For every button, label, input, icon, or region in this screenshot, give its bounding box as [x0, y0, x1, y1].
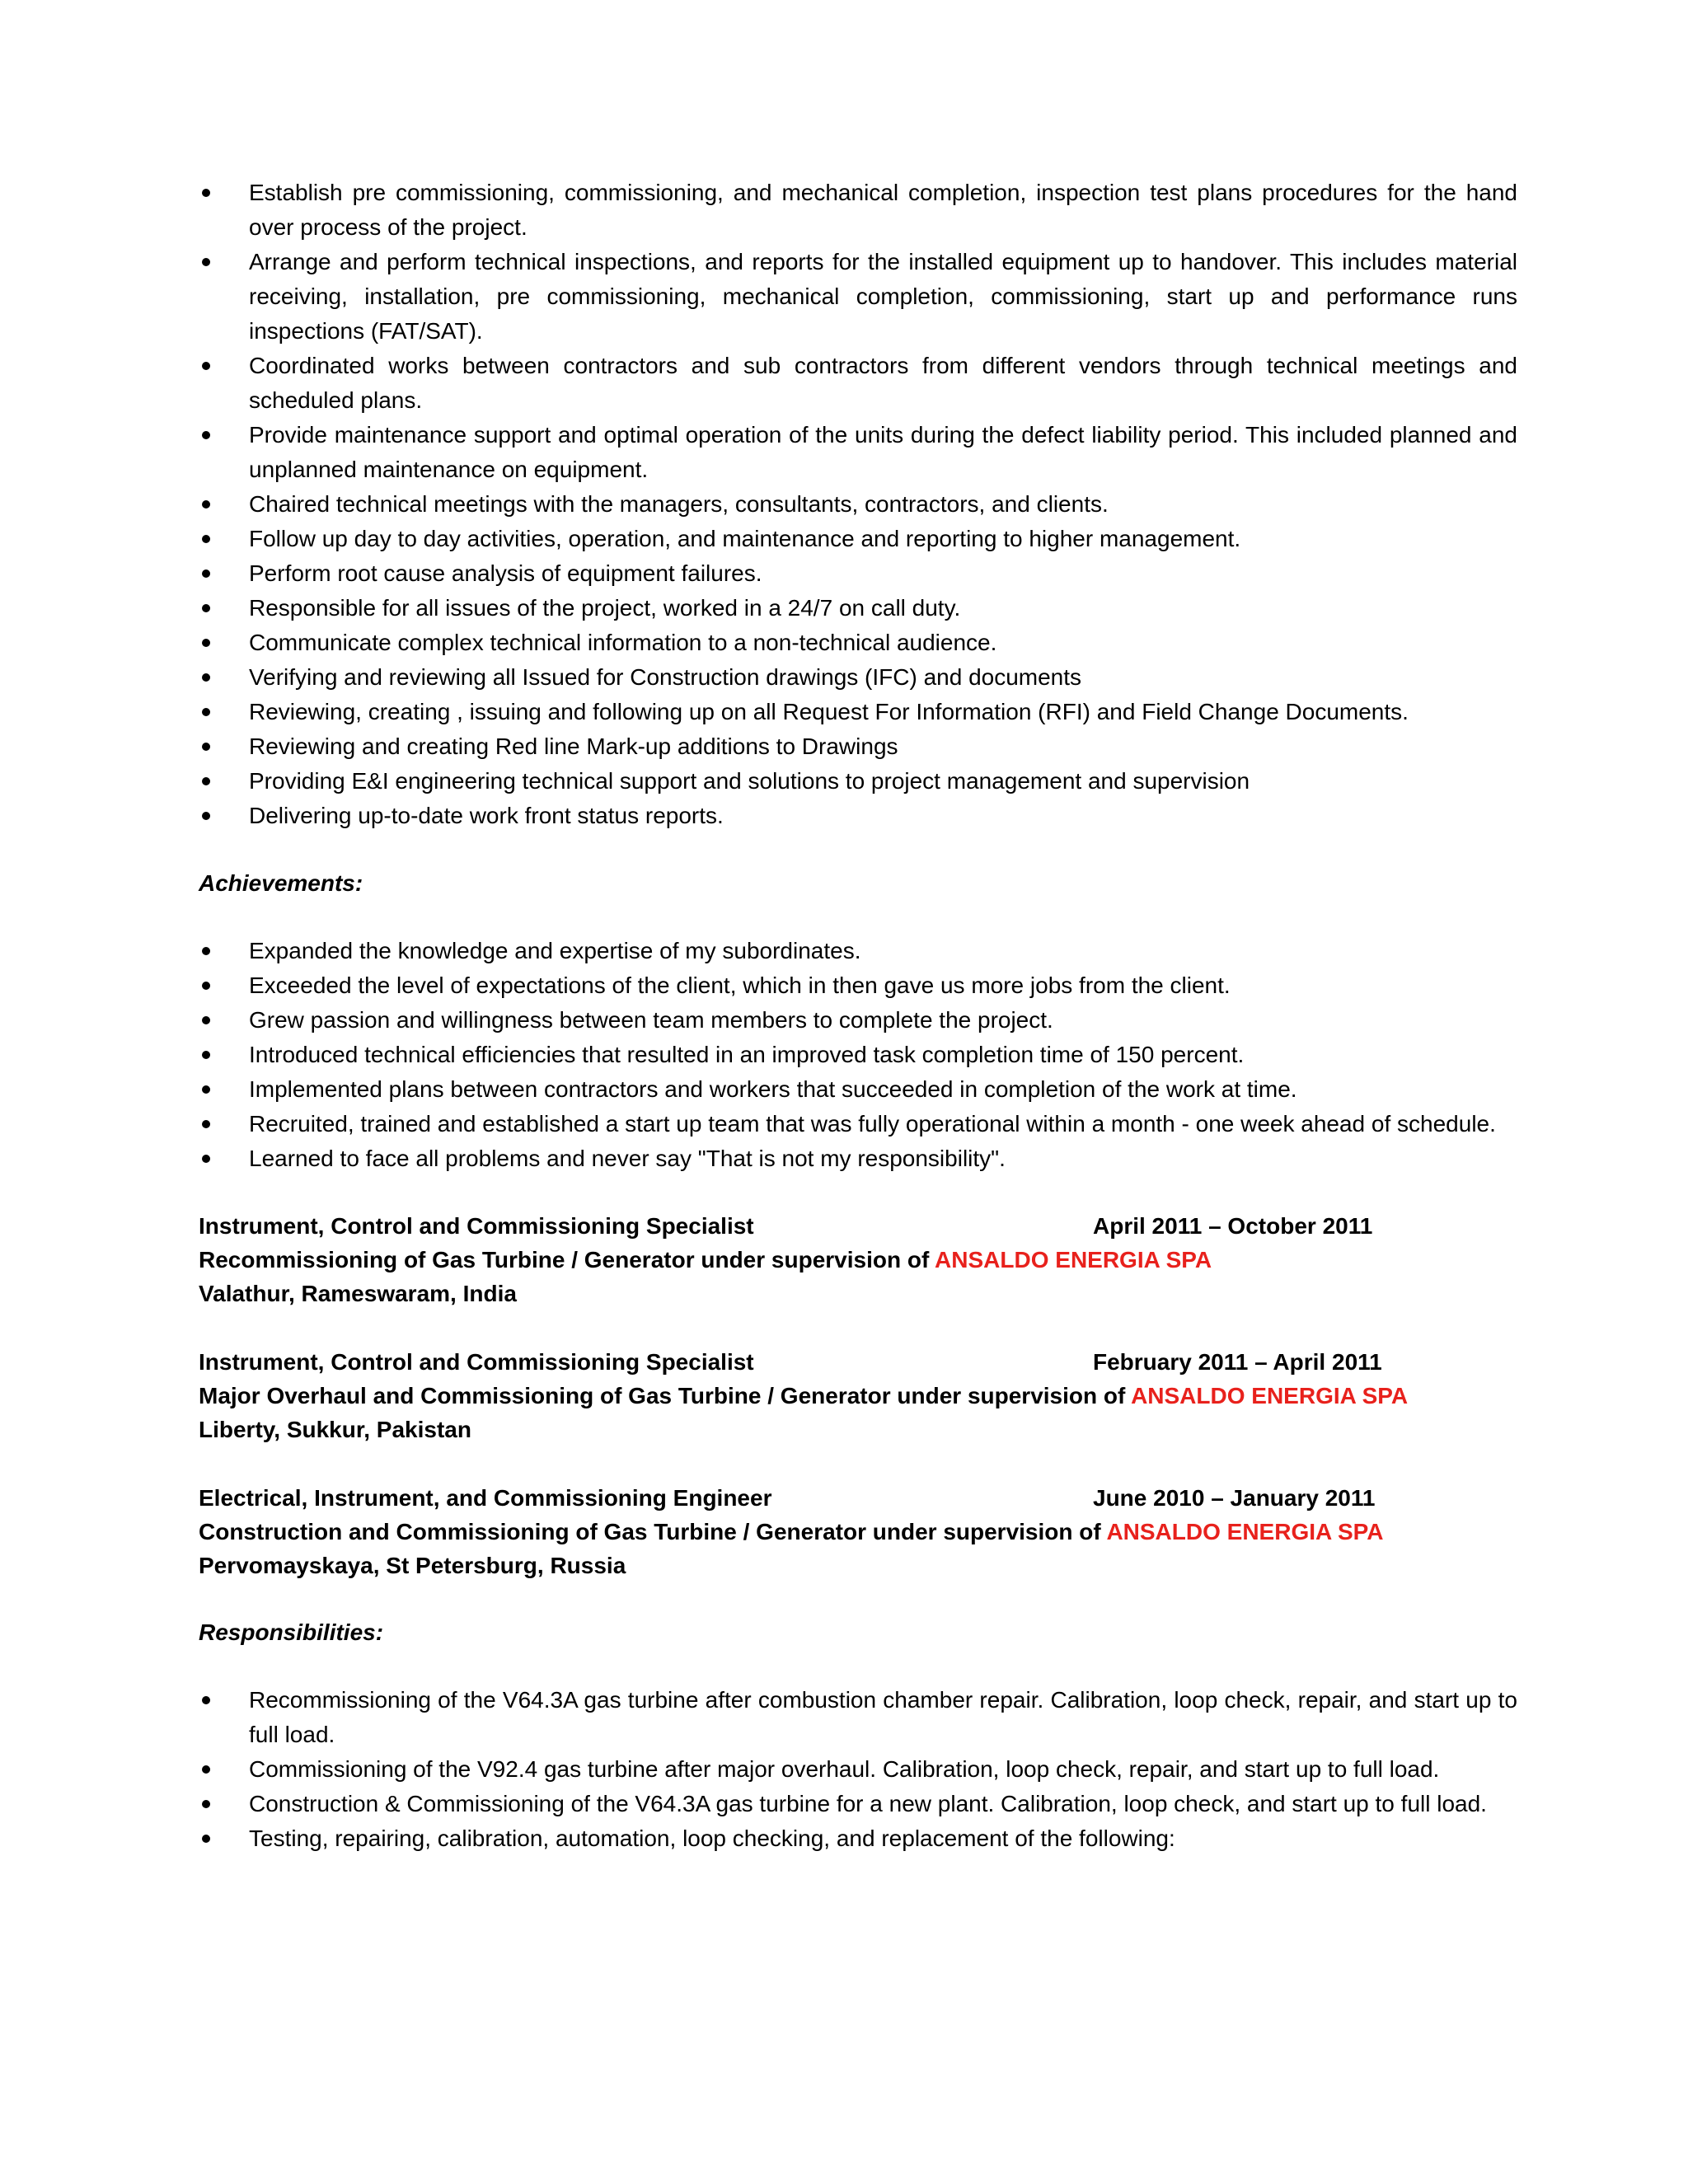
bullet-icon — [202, 189, 210, 197]
bullet-icon — [202, 1696, 210, 1704]
list-item — [199, 522, 1517, 556]
responsibilities-list-top — [199, 176, 1517, 833]
list-item-text: Coordinated works between contractors and sub contractors from different vendors through technical meetings and scheduled plans. — [249, 353, 1517, 413]
job-project: Recommissioning of Gas Turbine / Generator under supervision of — [199, 1247, 935, 1272]
bullet-icon — [202, 1835, 210, 1843]
list-item — [199, 176, 1517, 245]
list-item — [199, 695, 1517, 729]
job-title: Instrument, Control and Commissioning Specialist — [199, 1349, 754, 1375]
list-item-text: Chaired technical meetings with the managers, consultants, contractors, and clients. — [249, 491, 1109, 517]
list-item — [199, 1072, 1517, 1107]
list-item-text: Provide maintenance support and optimal operation of the units during the defect liability period. This included planned and unplanned maintenance on equipment. — [249, 422, 1517, 482]
list-item-text: Exceeded the level of expectations of the client, which in then gave us more jobs from the client. — [249, 972, 1231, 998]
bullet-icon — [202, 1085, 210, 1094]
list-item — [199, 1787, 1517, 1821]
list-item-text: Responsible for all issues of the project, worked in a 24/7 on call duty. — [249, 595, 961, 621]
job-entry — [199, 1209, 1517, 1310]
job-location: Valathur, Rameswaram, India — [199, 1281, 517, 1306]
bullet-icon — [202, 1800, 210, 1808]
list-item-text: Learned to face all problems and never say "That is not my responsibility". — [249, 1146, 1006, 1171]
list-item-text: Expanded the knowledge and expertise of my subordinates. — [249, 938, 861, 963]
bullet-icon — [202, 535, 210, 543]
job-location: Pervomayskaya, St Petersburg, Russia — [199, 1553, 626, 1578]
list-item — [199, 1752, 1517, 1787]
bullet-icon — [202, 500, 210, 509]
responsibilities-heading: Responsibilities: — [199, 1619, 384, 1645]
list-item — [199, 1821, 1517, 1856]
bullet-icon — [202, 1155, 210, 1163]
list-item — [199, 764, 1517, 799]
bullet-icon — [202, 431, 210, 439]
list-item-text: Verifying and reviewing all Issued for Construction drawings (IFC) and documents — [249, 664, 1082, 690]
list-item-text: Communicate complex technical information to a non-technical audience. — [249, 630, 997, 655]
achievements-heading: Achievements: — [199, 870, 363, 896]
list-item — [199, 245, 1517, 349]
company-name: ANSALDO ENERGIA SPA — [1131, 1383, 1409, 1408]
bullet-icon — [202, 673, 210, 682]
bullet-icon — [202, 1016, 210, 1024]
list-item-text: Testing, repairing, calibration, automation, loop checking, and replacement of the following: — [249, 1825, 1175, 1851]
list-item-text: Reviewing, creating , issuing and following up on all Request For Information (RFI) and Field Change Documents. — [249, 699, 1409, 724]
list-item — [199, 1107, 1517, 1141]
list-item — [199, 626, 1517, 660]
bullet-icon — [202, 982, 210, 990]
list-item — [199, 1038, 1517, 1072]
list-item-text: Perform root cause analysis of equipment failures. — [249, 560, 762, 586]
page-content — [199, 176, 1517, 1856]
list-item — [199, 487, 1517, 522]
job-entry — [199, 1481, 1517, 1582]
bullet-icon — [202, 1051, 210, 1059]
list-item-text: Follow up day to day activities, operation, and maintenance and reporting to higher management. — [249, 526, 1241, 551]
responsibilities-list-bottom — [199, 1683, 1517, 1856]
company-name: ANSALDO ENERGIA SPA — [1106, 1519, 1384, 1544]
list-item-text: Recommissioning of the V64.3A gas turbine after combustion chamber repair. Calibration, loop check, repair, and start up to full load. — [249, 1687, 1517, 1747]
list-item — [199, 591, 1517, 626]
bullet-icon — [202, 639, 210, 647]
list-item — [199, 556, 1517, 591]
job-entry — [199, 1345, 1517, 1446]
list-item-text: Arrange and perform technical inspections, and reports for the installed equipment up to handover. This includes material receiving, installation, pre commissioning, mechanical completion, commissioning, start up and performance runs inspections (FAT/SAT). — [249, 249, 1517, 344]
bullet-icon — [202, 604, 210, 612]
list-item-text: Reviewing and creating Red line Mark-up additions to Drawings — [249, 733, 898, 759]
list-item — [199, 934, 1517, 968]
list-item-text: Delivering up-to-date work front status reports. — [249, 803, 724, 828]
job-project: Major Overhaul and Commissioning of Gas Turbine / Generator under supervision of — [199, 1383, 1132, 1408]
list-item-text: Establish pre commissioning, commissioning, and mechanical completion, inspection test plans procedures for the hand over process of the project. — [249, 180, 1517, 240]
list-item — [199, 799, 1517, 833]
bullet-icon — [202, 569, 210, 578]
list-item-text: Grew passion and willingness between team members to complete the project. — [249, 1007, 1053, 1033]
bullet-icon — [202, 947, 210, 955]
list-item — [199, 1141, 1517, 1176]
bullet-icon — [202, 258, 210, 266]
job-dates: February 2011 – April 2011 — [1093, 1349, 1382, 1375]
bullet-icon — [202, 777, 210, 785]
list-item — [199, 349, 1517, 418]
bullet-icon — [202, 812, 210, 820]
job-title: Electrical, Instrument, and Commissioning Engineer — [199, 1485, 772, 1511]
bullet-icon — [202, 1765, 210, 1774]
bullet-icon — [202, 708, 210, 716]
job-dates: April 2011 – October 2011 — [1093, 1213, 1373, 1239]
list-item-text: Construction & Commissioning of the V64.3A gas turbine for a new plant. Calibration, loop check, and start up to full load. — [249, 1791, 1487, 1816]
achievements-list — [199, 934, 1517, 1176]
list-item — [199, 968, 1517, 1003]
list-item-text: Implemented plans between contractors and workers that succeeded in completion of the work at time. — [249, 1076, 1297, 1102]
list-item — [199, 418, 1517, 487]
job-title: Instrument, Control and Commissioning Specialist — [199, 1213, 754, 1239]
list-item-text: Commissioning of the V92.4 gas turbine after major overhaul. Calibration, loop check, repair, and start up to full load. — [249, 1756, 1440, 1782]
bullet-icon — [202, 362, 210, 370]
job-location: Liberty, Sukkur, Pakistan — [199, 1417, 471, 1442]
list-item — [199, 1683, 1517, 1752]
list-item-text: Providing E&I engineering technical support and solutions to project management and supervision — [249, 768, 1250, 794]
list-item-text: Introduced technical efficiencies that resulted in an improved task completion time of 150 percent. — [249, 1042, 1245, 1067]
list-item-text: Recruited, trained and established a start up team that was fully operational within a month - one week ahead of schedule. — [249, 1111, 1496, 1137]
bullet-icon — [202, 1120, 210, 1128]
list-item — [199, 729, 1517, 764]
company-name: ANSALDO ENERGIA SPA — [935, 1247, 1212, 1272]
list-item — [199, 1003, 1517, 1038]
job-project: Construction and Commissioning of Gas Turbine / Generator under supervision of — [199, 1519, 1107, 1544]
bullet-icon — [202, 743, 210, 751]
list-item — [199, 660, 1517, 695]
job-dates: June 2010 – January 2011 — [1093, 1485, 1376, 1511]
